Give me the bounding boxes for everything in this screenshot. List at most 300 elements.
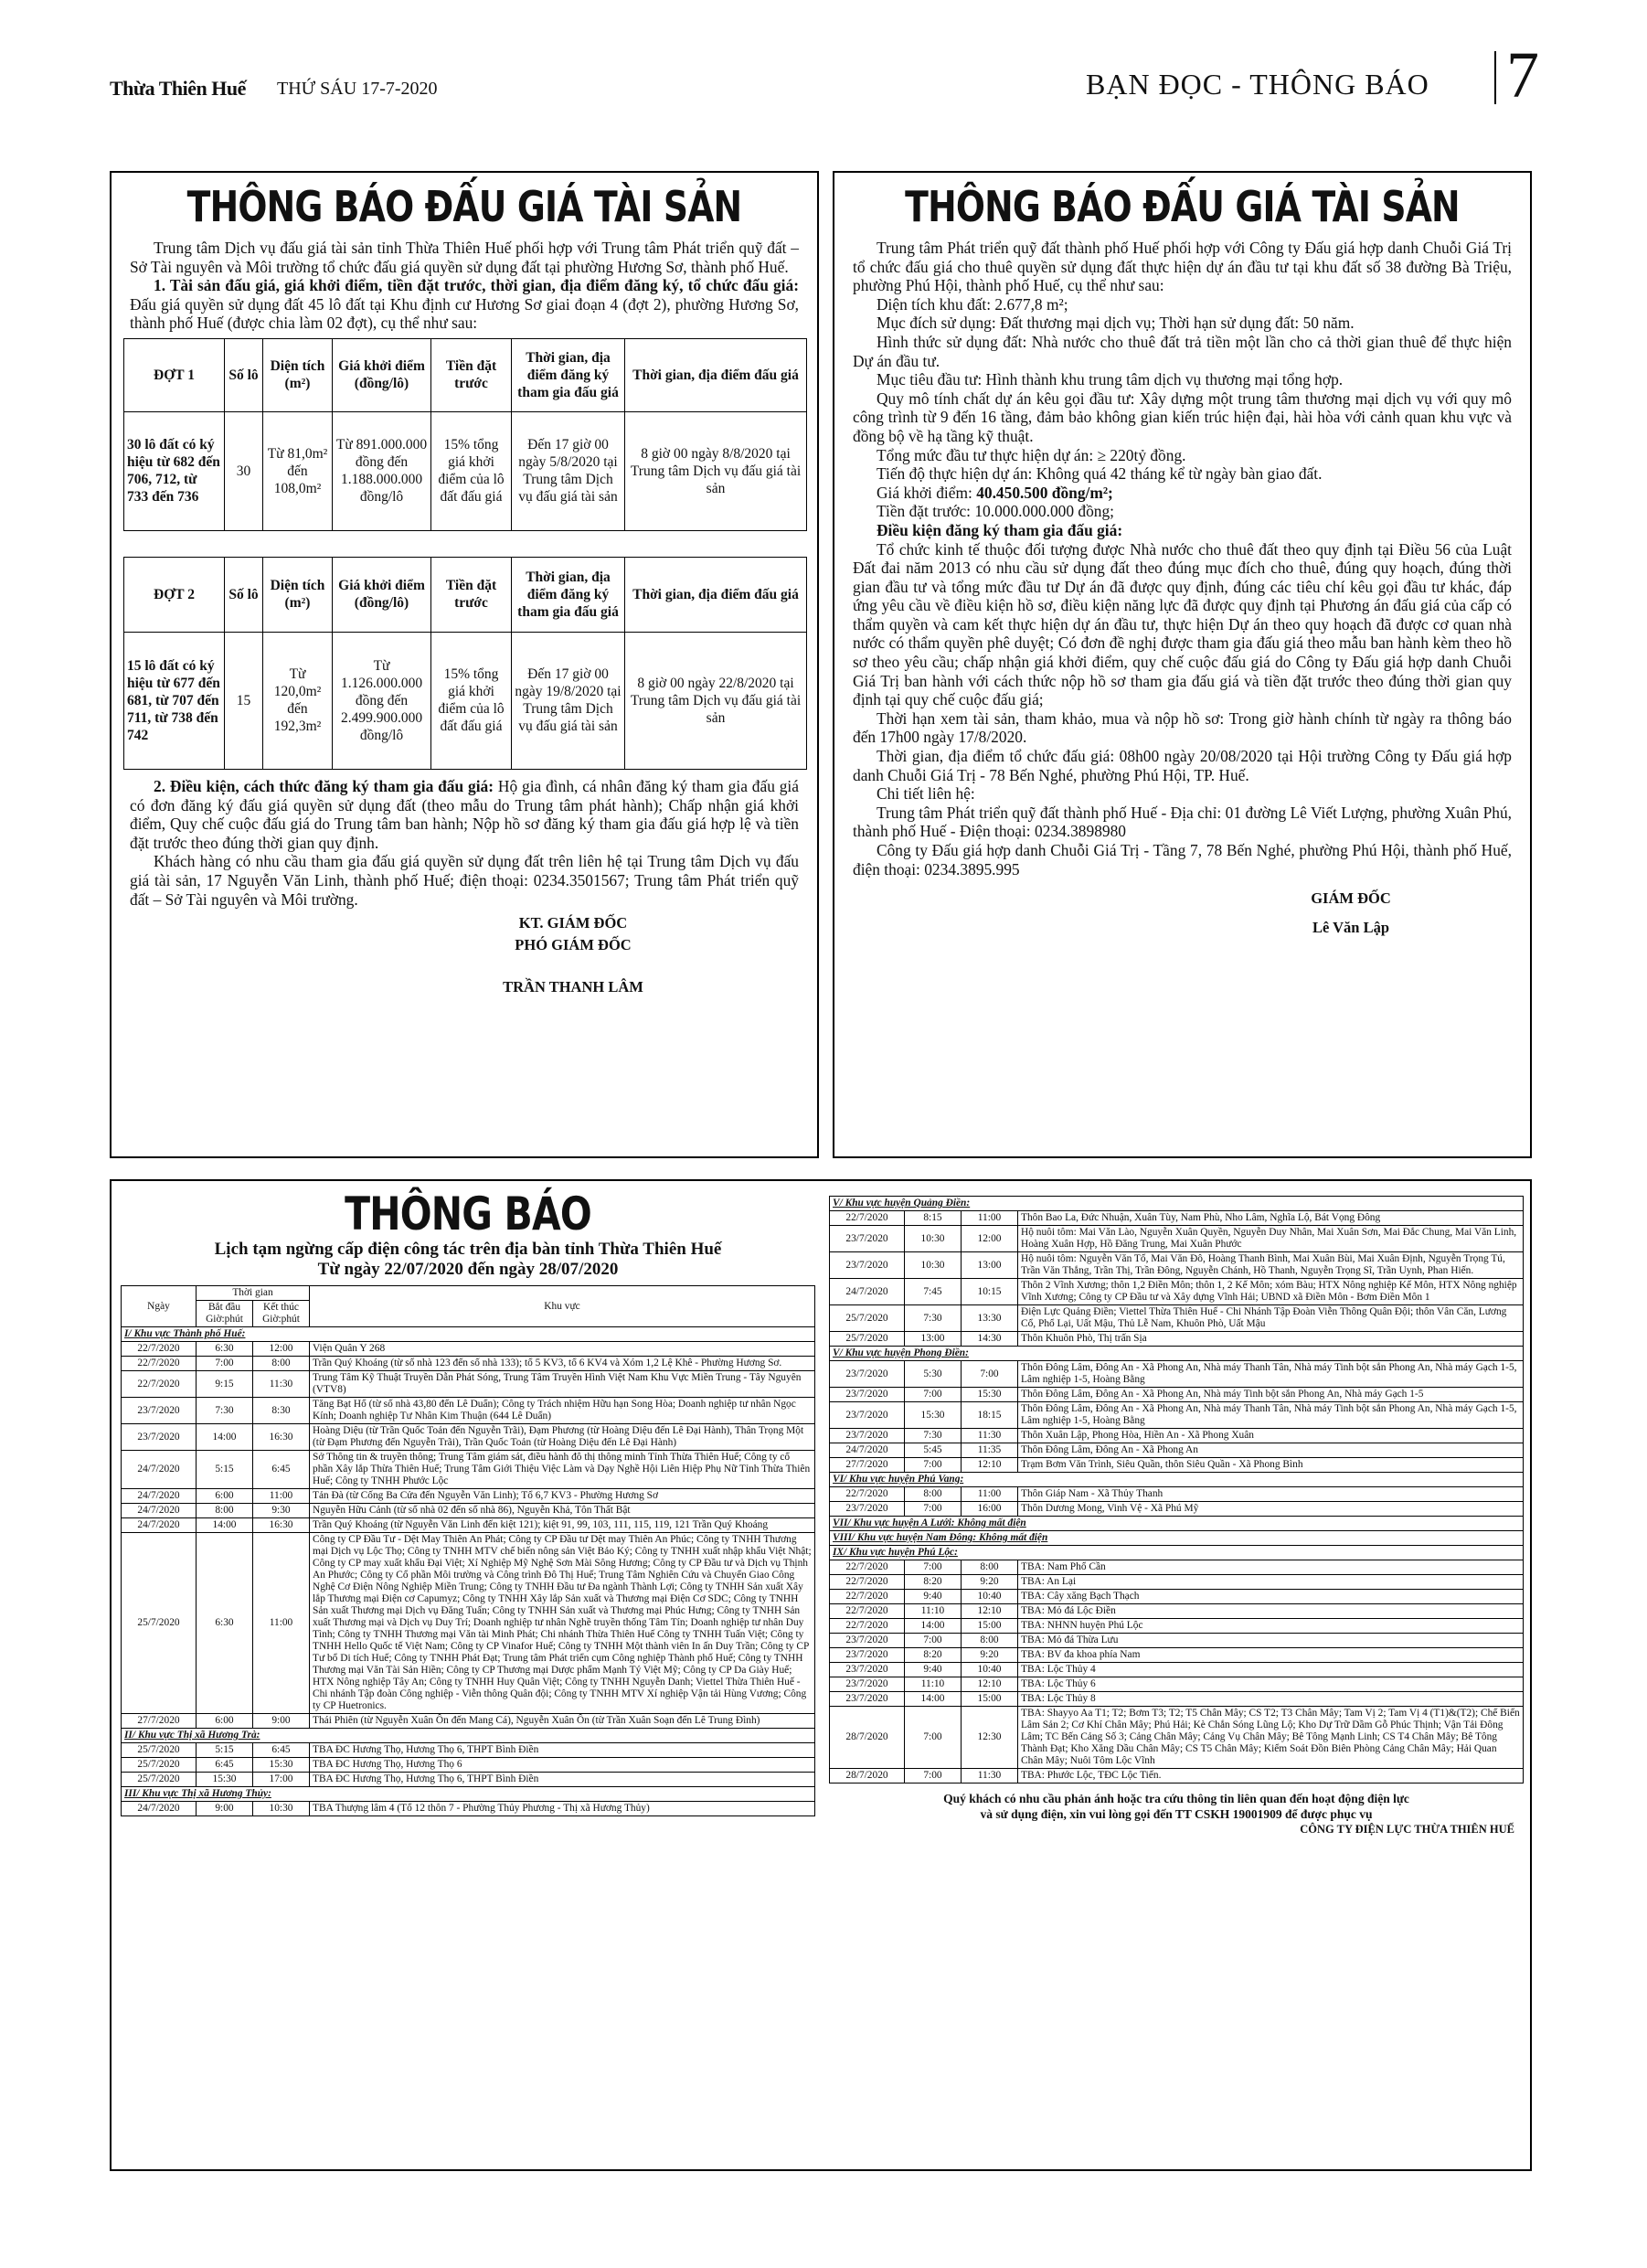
cell-start: 14:00 — [197, 1424, 253, 1451]
cell-end: 18:15 — [962, 1402, 1018, 1429]
cell-date: 25/7/2020 — [122, 1533, 197, 1714]
publication-name: Thừa Thiên Huế — [110, 77, 246, 100]
cell-start: 8:20 — [905, 1575, 962, 1590]
cell-area: TBA ĐC Hương Thọ, Hương Thọ 6, THPT Bình Điền — [310, 1773, 815, 1787]
land-form: Hình thức sử dụng đất: Nhà nước cho thuê đất trả tiền một lần cho cả thời gian thuê để thực hiện Dự án đầu tư. — [853, 332, 1512, 370]
col-phase: ĐỢT 2 — [124, 557, 225, 632]
project-progress: Tiến độ thực hiện dự án: Không quá 42 tháng kể từ ngày bàn giao đất. — [877, 464, 1323, 484]
cell-date: 27/7/2020 — [830, 1458, 905, 1473]
cell-deposit: 15% tổng giá khởi điểm của lô đất đấu giá — [431, 411, 512, 530]
cell-end: 11:30 — [962, 1429, 1018, 1443]
project-scale: Quy mô tính chất dự án kêu gọi đầu tư: Xây dựng một trung tâm thương mại dịch vụ với quy mô công trình từ 9 đến 16 tầng, đảm bảo không gian kiến trúc hiện đại, hài hòa với cảnh quan khu vực và đồng bộ về hạ tầng kỹ thuật. — [853, 389, 1512, 445]
table-row — [830, 1332, 1524, 1347]
cell-date: 24/7/2020 — [122, 1451, 197, 1489]
signer-name: TRẦN THANH LÂM — [503, 978, 643, 996]
cell-date: 23/7/2020 — [830, 1663, 905, 1677]
page-number: 7 — [1506, 38, 1539, 112]
footer-line2: và sử dụng điện, xin vui lòng gọi đến TT CSKH 19001909 để được phục vụ — [980, 1807, 1373, 1821]
cell-end: 13:00 — [962, 1252, 1018, 1279]
cell-start: 9:40 — [905, 1590, 962, 1604]
cell-date: 22/7/2020 — [830, 1604, 905, 1619]
cell-date: 23/7/2020 — [830, 1361, 905, 1388]
start-price — [853, 484, 1512, 503]
cell-end: 12:00 — [253, 1342, 310, 1357]
footer-line1: Quý khách có nhu cầu phản ánh hoặc tra cứu thông tin liên quan đến hoạt động điện lực — [943, 1792, 1409, 1805]
cell-date: 24/7/2020 — [830, 1279, 905, 1305]
notice-title: THÔNG BÁO ĐẤU GIÁ TÀI SẢN — [186, 182, 742, 231]
table-row — [830, 1692, 1524, 1707]
cell-area: Điện Lực Quảng Điền; Viettel Thừa Thiên Huế - Chi Nhánh Tập Đoàn Viễn Thông Quân Đội; thôn Vân Căn, Lương Cổ, Phổ Lại, Uất Mậu, Thủ Lễ Nam, Khuôn Phò, Uất Mậu — [1018, 1305, 1524, 1332]
cell-area: Thôn Bao La, Đức Nhuận, Xuân Tùy, Nam Phù, Nho Lâm, Nghĩa Lộ, Bát Vọng Đông — [1018, 1211, 1524, 1226]
section1-text: Đấu giá quyền sử dụng đất 45 lô đất tại Khu định cư Hương Sơ giai đoạn 4 (đợt 2), phường Hương Sơ, thành phố Huế (được chia làm 02 đợt), cụ thể như sau: — [130, 294, 799, 333]
cell-start: 5:15 — [197, 1451, 253, 1489]
section-row — [830, 1546, 1524, 1560]
cell-area: Trạm Bơm Văn Trình, Siêu Quần, thôn Siêu Quần - Xã Phong Bình — [1018, 1458, 1524, 1473]
power-outage-notice — [110, 1179, 1532, 2171]
cell-deposit: 15% tổng giá khởi điểm của lô đất đấu giá — [431, 632, 512, 769]
page-header — [110, 38, 1539, 119]
cell-date: 27/7/2020 — [122, 1714, 197, 1729]
cell-start: 5:15 — [197, 1743, 253, 1758]
cell-date: 23/7/2020 — [830, 1226, 905, 1252]
col-time: Thời gian — [197, 1286, 310, 1301]
cell-end: 6:45 — [253, 1451, 310, 1489]
table-row — [830, 1388, 1524, 1402]
cell-end: 10:15 — [962, 1279, 1018, 1305]
contact-2: Công ty Đấu giá hợp danh Chuỗi Giá Trị - Tầng 7, 78 Bến Nghé, phường Phú Hội, thành phố Huế, điện thoại: 0234.3895.995 — [853, 841, 1512, 878]
cell-end: 11:00 — [253, 1489, 310, 1504]
cell-date: 23/7/2020 — [122, 1398, 197, 1424]
investment-goal: Mục tiêu đầu tư: Hình thành khu trung tâm dịch vụ thương mại tổng hợp. — [877, 370, 1344, 389]
cell-start: 10:30 — [905, 1252, 962, 1279]
section-heading: II/ Khu vực Thị xã Hương Trà: — [122, 1729, 815, 1743]
contact-1: Trung tâm Phát triển quỹ đất thành phố Huế - Địa chỉ: 01 đường Lê Viết Lượng, phường Xuân Phú, thành phố Huế - Điện thoại: 0234.3898980 — [853, 803, 1512, 841]
cell-start: 6:30 — [197, 1533, 253, 1714]
section2-text: Hộ gia đình, cá nhân đăng ký tham gia đấu giá có đơn đăng ký đấu giá quyền sử dụng đất (theo mẫu do Trung tâm phát hành); Chấp nhận giá khởi điểm, Quy chế cuộc đấu giá do Trung tâm ban hành; Nộp hồ sơ đăng ký tham gia đấu giá hợp lệ và tiền đặt trước theo đúng thời gian quy định. — [130, 776, 799, 852]
table-row — [122, 1451, 815, 1489]
cell-area: TBA: Phước Lộc, TĐC Lộc Tiến. — [1018, 1769, 1524, 1784]
cell-date: 22/7/2020 — [122, 1371, 197, 1398]
section-heading: III/ Khu vực Thị xã Hương Thủy: — [122, 1787, 815, 1802]
cell-area: Từ 81,0m² đến 108,0m² — [263, 411, 333, 530]
table-row — [830, 1560, 1524, 1575]
table-row — [830, 1252, 1524, 1279]
cell-start: 7:00 — [905, 1707, 962, 1769]
col-area: Diện tích (m²) — [263, 557, 333, 632]
cell-start: 14:00 — [905, 1619, 962, 1634]
cell-date: 25/7/2020 — [830, 1332, 905, 1347]
cell-end: 17:00 — [253, 1773, 310, 1787]
table-row — [830, 1211, 1524, 1226]
section-row — [122, 1327, 815, 1342]
cell-end: 12:10 — [962, 1604, 1018, 1619]
table-row — [122, 1398, 815, 1424]
cell-end: 12:30 — [962, 1707, 1018, 1769]
auction-time: Thời gian, địa điểm tổ chức đấu giá: 08h00 ngày 20/08/2020 tại Hội trường Công ty Đấu giá hợp danh Chuỗi Giá Trị - 78 Bến Nghé, phường Phú Hội, TP. Huế. — [853, 747, 1512, 784]
cell-date: 23/7/2020 — [830, 1252, 905, 1279]
cell-start: 7:45 — [905, 1279, 962, 1305]
cell-start: 7:00 — [905, 1502, 962, 1517]
table-row — [830, 1429, 1524, 1443]
section-row — [830, 1197, 1524, 1211]
cell-area: Công ty CP Đầu Tư - Dệt May Thiên An Phát; Công ty CP Đầu tư Dệt may Thiên An Phúc; Công ty TNHH Thương mại Dịch vụ Lộc Thọ; Công ty TNHH MTV chế biến nông sản Việt Bảo Ký; Công ty TNHH xuất nhập khẩu Việt Nhật; Công ty CP may xuất khẩu Đại Việt; Xí Nghiệp Mỹ Nghệ Sơn Mài Sông Hương; Công ty CP Đầu tư và Dịch vụ Thịnh An Phước; Công ty Cổ phần Môi trường và Công trình Đô Thị Huế; Trung Tâm Nghiên Cứu và Chuyển Giao Công Nghệ Cơ Điện Nông Nghiệp Miền Trung; Công ty TNHH Đầu tư Đa ngành Thành Lợi; Công ty TNHH Sản xuất Xây lắp Thương mại Điện cơ Capumyz; Công ty TNHH Xây lắp Sản xuất và Thương mại Điện Cơ SDC; Công ty TNHH Sản xuất Thương mại Dịch vụ Đăng Tuấn; Công ty TNHH Sản xuất và Thương mại Phúc Hưng; Công ty TNHH Sản xuất Thương mại và Dịch vụ Duy Trí; Doanh nghiệp tư nhân Nghề truyền thống Tâm Tín; Doanh nghiệp tư nhân Duy Tình; Công ty TNHH Thương mại Văn tài Minh Phát; Chi nhánh Thừa Thiên Huế Công ty TNHH Tuấn Việt; Công ty TNHH Hello Quốc tế Việt Nam; Công ty CP Vinafor Huế; Công ty TNHH Một thành viên In ấn Duy Trần; Công ty CP Tư bổ Di tích Huế; Công ty TNHH Phát Đạt; Trung tâm Phát triển cụm Công nghiệp Thành phố Huế; Công ty TNHH Thương mại Văn Tài Sản Hiền; Công ty CP Thương mại Dược phẩm Mạnh Tý Việt Mỹ; Công ty CP Da Giày Huế; HTX Nông nghiệp Tây An; Công ty TNHH Huy Quân Việt; Công ty TNHH Nguyễn Danh; Viettel Thừa Thiên Huế - Chi nhánh Tập đoàn Công nghiệp - Viễn thông Quân đội; Công ty TNHH MTV Xí nghiệp Vận tải Hùng Vương; Công ty CP Huetronics. — [310, 1533, 815, 1714]
col-start-price: Giá khởi điểm (đồng/lô) — [333, 338, 431, 411]
table-row — [830, 1226, 1524, 1252]
land-purpose: Mục đích sử dụng: Đất thương mại dịch vụ; Thời hạn sử dụng đất: 50 năm. — [877, 314, 1355, 333]
section1-heading: 1. Tài sản đấu giá, giá khởi điểm, tiền đặt trước, thời gian, địa điểm đăng ký, tổ chức đấu giá: — [154, 276, 799, 295]
cell-start: 6:00 — [197, 1714, 253, 1729]
cell-auction-time: 8 giờ 00 ngày 22/8/2020 tại Trung tâm Dịch vụ đấu giá tài sản — [625, 632, 807, 769]
cell-start: 13:00 — [905, 1332, 962, 1347]
notice-date-range: Từ ngày 22/07/2020 đến ngày 28/07/2020 — [317, 1260, 619, 1279]
cell-start: 8:20 — [905, 1648, 962, 1663]
cell-end: 11:00 — [962, 1487, 1018, 1502]
table-row — [122, 1489, 815, 1504]
cell-date: 22/7/2020 — [122, 1342, 197, 1357]
cell-date: 22/7/2020 — [830, 1575, 905, 1590]
cell-area: Thôn Đông Lâm, Đông An - Xã Phong An, Nhà máy Tinh bột sắn Phong An, Nhà máy Gạch 1-5 — [1018, 1388, 1524, 1402]
cell-date: 24/7/2020 — [122, 1518, 197, 1533]
table-row — [122, 1758, 815, 1773]
cell-area: Hộ nuôi tôm: Mai Văn Lào, Nguyễn Xuân Quyền, Nguyễn Duy Nhân, Mai Xuân Sơn, Mai Đắc Chung, Mai Văn Linh, Hoàng Xuân Hợp, Hồ Đăng Trung, Mai Xuân Phước — [1018, 1226, 1524, 1252]
table-row — [830, 1677, 1524, 1692]
col-auction-time: Thời gian, địa điểm đấu giá — [625, 557, 807, 632]
section-heading: VIII/ Khu vực huyện Nam Đông: Không mất điện — [830, 1531, 1524, 1546]
cell-date: 22/7/2020 — [122, 1357, 197, 1371]
cell-area: Trung Tâm Kỹ Thuật Truyền Dẫn Phát Sóng, Trung Tâm Truyền Hình Việt Nam Khu Vực Miền Trung - Tây Nguyên (VTV8) — [310, 1371, 815, 1398]
cell-start: 10:30 — [905, 1226, 962, 1252]
section1 — [121, 276, 808, 333]
section-heading: V/ Khu vực huyện Quảng Điền: — [830, 1197, 1524, 1211]
cell-area: Tăng Bạt Hổ (từ số nhà 43,80 đến Lê Duẩn); Công ty Trách nhiệm Hữu hạn Song Hòa; Doanh nghiệp tư nhân Ngọc Kính; Doanh nghiệp Tư Nhân Kim Thuận (644 Lê Duẩn) — [310, 1398, 815, 1424]
table-row — [830, 1361, 1524, 1388]
cell-date: 25/7/2020 — [122, 1758, 197, 1773]
cell-area: TBA ĐC Hương Thọ, Hương Thọ 6, THPT Bình Điền — [310, 1743, 815, 1758]
cell-end: 9:30 — [253, 1504, 310, 1518]
cell-start: 5:45 — [905, 1443, 962, 1458]
cell-end: 12:10 — [962, 1458, 1018, 1473]
table-row — [830, 1402, 1524, 1429]
cell-date: 23/7/2020 — [830, 1502, 905, 1517]
table-row — [830, 1487, 1524, 1502]
auction-notice-huong-so — [110, 171, 819, 1158]
cell-area: Sở Thông tin & truyền thông; Trung Tâm giám sát, điều hành đô thị thông minh Tỉnh Thừa Thiên Huế; Công ty cổ phần Xây lắp Thừa Thiên Huế; Trung Tâm Giới Thiệu Việc Làm và Dạy Nghề Hội Liên Hiệp Phụ Nữ Tỉnh Thừa Thiên Huế; Công ty TNHH Phước Lộc — [310, 1451, 815, 1489]
cell-start: 15:30 — [197, 1773, 253, 1787]
table-row — [122, 1357, 815, 1371]
cell-date: 24/7/2020 — [122, 1489, 197, 1504]
cell-date: 22/7/2020 — [830, 1487, 905, 1502]
cell-start: 7:00 — [197, 1357, 253, 1371]
col-start: Bắt đầu Giờ:phút — [197, 1301, 253, 1327]
table-row — [830, 1279, 1524, 1305]
cell-area: Thôn Đông Lâm, Đông An - Xã Phong An, Nhà máy Thanh Tân, Nhà máy Tinh bột sắn Phong An, Nhà máy Gạch 1-5, Lâm nghiệp 1-5, Hoàng Bằng — [1018, 1361, 1524, 1388]
sign-title: GIÁM ĐỐC — [1311, 889, 1391, 908]
table-row — [830, 1575, 1524, 1590]
cell-date: 23/7/2020 — [830, 1634, 905, 1648]
auction-table-phase1 — [123, 338, 807, 531]
cell-area: Trần Quý Khoáng (từ số nhà 123 đến số nhà 133); tổ 5 KV3, tổ 6 KV4 và Xóm 1,2 Lệ Khê - Phường Hương Sơ. — [310, 1357, 815, 1371]
cell-area: Thôn Khuôn Phò, Thị trấn Sịa — [1018, 1332, 1524, 1347]
cell-area: TBA ĐC Hương Thọ, Hương Thọ 6 — [310, 1758, 815, 1773]
cell-end: 15:30 — [253, 1758, 310, 1773]
table-row — [830, 1502, 1524, 1517]
cell-start: 15:30 — [905, 1402, 962, 1429]
cell-start: 5:30 — [905, 1361, 962, 1388]
cell-lot-count: 15 — [225, 632, 263, 769]
header-divider — [1494, 51, 1496, 104]
cell-start: 8:00 — [905, 1487, 962, 1502]
cell-start: 9:00 — [197, 1802, 253, 1816]
contact-info: Khách hàng có nhu cầu tham gia đấu giá quyền sử dụng đất trên liên hệ tại Trung tâm Dịch vụ đấu giá tài sản, 17 Nguyễn Văn Linh, thành phố Huế; điện thoại: 0234.3501567; Trung tâm Phát triển quỹ đất – Sở Tài nguyên và Môi trường. — [130, 852, 799, 909]
cell-end: 7:00 — [962, 1361, 1018, 1388]
cell-end: 15:30 — [962, 1388, 1018, 1402]
col-end: Kết thúc Giờ:phút — [253, 1301, 310, 1327]
cell-end: 12:00 — [962, 1226, 1018, 1252]
cell-date: 23/7/2020 — [830, 1692, 905, 1707]
section-row — [830, 1473, 1524, 1487]
cell-end: 15:00 — [962, 1692, 1018, 1707]
cell-area: TBA: Mỏ đá Lộc Điền — [1018, 1604, 1524, 1619]
col-lots: Số lô — [225, 557, 263, 632]
footer-org: CÔNG TY ĐIỆN LỰC THỪA THIÊN HUẾ — [1300, 1823, 1514, 1836]
section-heading: VII/ Khu vực huyện A Lưới: Không mất điện — [830, 1517, 1524, 1531]
col-phase: ĐỢT 1 — [124, 338, 225, 411]
table-row — [830, 1443, 1524, 1458]
cell-start: 9:40 — [905, 1663, 962, 1677]
cell-date: 25/7/2020 — [122, 1773, 197, 1787]
cell-end: 11:30 — [253, 1371, 310, 1398]
table-row — [122, 1424, 815, 1451]
cell-date: 23/7/2020 — [830, 1429, 905, 1443]
cell-area: Tản Đà (từ Cống Ba Cửa đến Nguyễn Văn Linh); Tổ 6,7 KV3 - Phường Hương Sơ — [310, 1489, 815, 1504]
cell-lots-desc: 15 lô đất có ký hiệu từ 677 đến 681, từ 707 đến 711, từ 738 đến 742 — [124, 632, 225, 769]
cell-end: 9:00 — [253, 1714, 310, 1729]
cell-end: 8:00 — [253, 1357, 310, 1371]
cell-start: 11:10 — [905, 1604, 962, 1619]
cell-area: TBA Thượng lâm 4 (Tổ 12 thôn 7 - Phường Thủy Phương - Thị xã Hương Thủy) — [310, 1802, 815, 1816]
cell-area: TBA: Nam Phổ Cần — [1018, 1560, 1524, 1575]
cell-area: TBA: Lộc Thủy 6 — [1018, 1677, 1524, 1692]
cell-end: 13:30 — [962, 1305, 1018, 1332]
cell-date: 22/7/2020 — [830, 1590, 905, 1604]
cell-area: Hộ nuôi tôm: Nguyễn Văn Tố, Mai Văn Đô, Hoàng Thanh Bình, Mai Xuân Bùi, Mai Xuân Định, Nguyễn Trọng Tú, Trần Văn Thắng, Trần Thị, Trần Đông, Nguyễn Chánh, Hồ Thanh, Nguyễn Trọng Sĩ, Trần Uynh, Phan Hiến. — [1018, 1252, 1524, 1279]
cell-end: 8:00 — [962, 1560, 1018, 1575]
cell-start: 7:00 — [905, 1634, 962, 1648]
start-price-label: Giá khởi điểm: — [877, 483, 977, 502]
cell-start: 7:00 — [905, 1769, 962, 1784]
cell-start: 7:30 — [905, 1429, 962, 1443]
section2-heading: 2. Điều kiện, cách thức đăng ký tham gia đấu giá: — [154, 776, 494, 795]
cell-date: 22/7/2020 — [830, 1560, 905, 1575]
signer-name: Lê Văn Lập — [1312, 919, 1390, 937]
section-row — [122, 1729, 815, 1743]
col-area: Diện tích (m²) — [263, 338, 333, 411]
cell-area: Thôn Đông Lâm, Đông An - Xã Phong An, Nhà máy Thanh Tân, Nhà máy Tinh bột sắn Phong An, Nhà máy Gạch 1-5, Lâm nghiệp 1-5, Hoàng Bằng — [1018, 1402, 1524, 1429]
cell-date: 24/7/2020 — [122, 1504, 197, 1518]
section-heading: VI/ Khu vực huyện Phú Vang: — [830, 1473, 1524, 1487]
cell-date: 22/7/2020 — [830, 1619, 905, 1634]
cell-area: TBA: NHNN huyện Phú Lộc — [1018, 1619, 1524, 1634]
cell-start: 7:30 — [905, 1305, 962, 1332]
section-row — [830, 1517, 1524, 1531]
cell-start: 8:00 — [197, 1504, 253, 1518]
cell-register: Đến 17 giờ 00 ngày 5/8/2020 tại Trung tâm Dịch vụ đấu giá tài sản — [512, 411, 625, 530]
table-row — [122, 1533, 815, 1714]
col-date: Ngày — [122, 1286, 197, 1327]
col-auction-time: Thời gian, địa điểm đấu giá — [625, 338, 807, 411]
cell-end: 11:30 — [962, 1769, 1018, 1784]
table-row — [830, 1648, 1524, 1663]
cell-lots-desc: 30 lô đất có ký hiệu từ 682 đến 706, 712, từ 733 đến 736 — [124, 411, 225, 530]
table-row — [122, 1504, 815, 1518]
table-row — [122, 1714, 815, 1729]
table-row — [830, 1590, 1524, 1604]
cell-start: 14:00 — [905, 1692, 962, 1707]
section-heading: I/ Khu vực Thành phố Huế: — [122, 1327, 815, 1342]
cell-date: 23/7/2020 — [830, 1677, 905, 1692]
cell-end: 11:00 — [962, 1211, 1018, 1226]
cell-area: Thôn Xuân Lập, Phong Hòa, Hiền An - Xã Phong Xuân — [1018, 1429, 1524, 1443]
section2 — [121, 777, 808, 852]
section-title: BẠN ĐỌC - THÔNG BÁO — [1086, 68, 1429, 101]
cell-area: Thôn Đông Lâm, Đông An - Xã Phong An — [1018, 1443, 1524, 1458]
cell-end: 9:20 — [962, 1575, 1018, 1590]
contact-heading: Chi tiết liên hệ: — [877, 784, 975, 804]
section-heading: V/ Khu vực huyện Phong Điền: — [830, 1347, 1524, 1361]
cell-area: TBA: Mỏ đá Thừa Lưu — [1018, 1634, 1524, 1648]
table-row — [830, 1663, 1524, 1677]
cell-area: Viện Quân Y 268 — [310, 1342, 815, 1357]
col-start-price: Giá khởi điểm (đồng/lô) — [333, 557, 431, 632]
view-time: Thời hạn xem tài sản, tham khảo, mua và nộp hồ sơ: Trong giờ hành chính từ ngày ra thông báo đến 17h00 ngày 17/8/2020. — [853, 708, 1512, 747]
cell-date: 24/7/2020 — [830, 1443, 905, 1458]
cell-date: 24/7/2020 — [122, 1802, 197, 1816]
table-row — [830, 1769, 1524, 1784]
notice-intro: Trung tâm Phát triển quỹ đất thành phố Huế phối hợp với Công ty Đấu giá hợp danh Chuỗi Giá Trị tổ chức đấu giá cho thuê quyền sử dụng đất thực hiện dự án đầu tư tại khu đất số 38 đường Bà Triệu, phường Phú Hội, thành phố Huế, cụ thể như sau: — [853, 239, 1512, 295]
cell-area: TBA: Cây xăng Bạch Thạch — [1018, 1590, 1524, 1604]
outage-table-right — [829, 1196, 1524, 1784]
cell-area: Trần Quý Khoáng (từ Nguyễn Văn Linh đến kiệt 121); kiệt 91, 99, 103, 111, 115, 119, 121 Trần Quý Khoáng — [310, 1518, 815, 1533]
cell-start: 9:15 — [197, 1371, 253, 1398]
conditions-heading: Điều kiện đăng ký tham gia đấu giá: — [877, 520, 1123, 539]
conditions-text: Tổ chức kinh tế thuộc đối tượng được Nhà nước cho thuê đất theo quy định tại Điều 56 của Luật Đất đai năm 2013 có nhu cầu sử dụng đất theo đúng mục đích cho thuê, đúng quy hoạch, đúng thời gian đầu tư và tổng mức đầu tư Dự án đã được quy định, đúng các tiêu chí kêu gọi đầu tư khác, đáp ứng yêu cầu về điều kiện hồ sơ, điều kiện năng lực đã được quy định tại Phương án đấu giá của cấp có thẩm quyền và cam kết thực hiện dự án đầu tư, thực hiện Dự án theo quy hoạch đã được cơ quan nhà nước có thẩm quyền phê duyệt; Có đơn đề nghị được tham gia đấu giá theo mẫu ban hành kèm theo hồ sơ theo yêu cầu; chấp nhận giá khởi điểm, quy chế cuộc đấu giá do Công ty Đấu giá hợp danh Chuỗi Giá Trị ban hành với cách thức nộp hồ sơ tham gia đấu giá và tiền đặt trước theo đúng thời gian quy định tại quy chế cuộc đấu giá; — [853, 539, 1512, 709]
notice-title: THÔNG BÁO — [345, 1187, 591, 1240]
table-row — [122, 1802, 815, 1816]
table-row — [830, 1458, 1524, 1473]
cell-start: 7:00 — [905, 1458, 962, 1473]
cell-area: Hoàng Diệu (từ Trần Quốc Toản đến Nguyễn Trãi), Đạm Phương (từ Hoàng Diệu đến Lê Đại Hành), Thân Trọng Một (từ Đạm Phương đến Nguyễn Trãi), Trần Quốc Toản (từ Hoàng Diệu đến Lê Đại Hành) — [310, 1424, 815, 1451]
cell-date: 23/7/2020 — [830, 1388, 905, 1402]
cell-register: Đến 17 giờ 00 ngày 19/8/2020 tại Trung tâm Dịch vụ đấu giá tài sản — [512, 632, 625, 769]
table-row — [122, 1773, 815, 1787]
col-register: Thời gian, địa điểm đăng ký tham gia đấu giá — [512, 557, 625, 632]
cell-date: 28/7/2020 — [830, 1769, 905, 1784]
cell-area: Thôn Dương Mong, Vinh Vệ - Xã Phú Mỹ — [1018, 1502, 1524, 1517]
cell-area: Nguyễn Hữu Cảnh (từ số nhà 02 đến số nhà 86), Nguyễn Khả, Tôn Thất Bật — [310, 1504, 815, 1518]
auction-notice-ba-trieu — [833, 171, 1532, 1158]
cell-area: TBA: Lộc Thủy 4 — [1018, 1663, 1524, 1677]
cell-start-price: Từ 891.000.000 đồng đến 1.188.000.000 đồng/lô — [333, 411, 431, 530]
cell-end: 16:00 — [962, 1502, 1018, 1517]
cell-end: 10:40 — [962, 1590, 1018, 1604]
cell-end: 16:30 — [253, 1518, 310, 1533]
section-row — [122, 1787, 815, 1802]
col-area: Khu vực — [310, 1286, 815, 1327]
cell-end: 10:30 — [253, 1802, 310, 1816]
notice-intro: Trung tâm Dịch vụ đấu giá tài sản tỉnh Thừa Thiên Huế phối hợp với Trung tâm Phát triển quỹ đất – Sở Tài nguyên và Môi trường tổ chức đấu giá quyền sử dụng đất tại phường Hương Sơ, thành phố Huế. — [130, 239, 799, 276]
table-row — [830, 1619, 1524, 1634]
outage-table-left — [121, 1285, 815, 1816]
cell-start: 7:30 — [197, 1398, 253, 1424]
cell-end: 15:00 — [962, 1619, 1018, 1634]
cell-date: 25/7/2020 — [830, 1305, 905, 1332]
cell-start: 6:00 — [197, 1489, 253, 1504]
cell-start: 6:45 — [197, 1758, 253, 1773]
notice-subtitle: Lịch tạm ngừng cấp điện công tác trên địa bàn tỉnh Thừa Thiên Huế — [214, 1240, 722, 1259]
sign-line1: KT. GIÁM ĐỐC — [518, 914, 628, 932]
cell-end: 9:20 — [962, 1648, 1018, 1663]
deposit: Tiền đặt trước: 10.000.000.000 đồng; — [877, 502, 1114, 521]
cell-date: 22/7/2020 — [830, 1211, 905, 1226]
cell-area: Thái Phiên (từ Nguyễn Xuân Ôn đến Mang Cá), Nguyễn Xuân Ôn (từ Trần Xuân Soạn đến Lê Trung Đình) — [310, 1714, 815, 1729]
cell-start: 7:00 — [905, 1388, 962, 1402]
table-row — [830, 1604, 1524, 1619]
col-deposit: Tiền đặt trước — [431, 338, 512, 411]
cell-end: 14:30 — [962, 1332, 1018, 1347]
cell-auction-time: 8 giờ 00 ngày 8/8/2020 tại Trung tâm Dịch vụ đấu giá tài sản — [625, 411, 807, 530]
cell-end: 8:30 — [253, 1398, 310, 1424]
cell-start: 6:30 — [197, 1342, 253, 1357]
section-row — [830, 1531, 1524, 1546]
cell-area: Thôn 2 Vĩnh Xương; thôn 1,2 Điền Môn; thôn 1, 2 Kế Môn; xóm Bàu; HTX Nông nghiệp Kế Môn, HTX Nông nghiệp Vĩnh Xương; Công ty CP Đầu tư và Xây dựng Vĩnh Hải; UBND xã Điền Môn - Bơm Điền Môn 1 — [1018, 1279, 1524, 1305]
cell-area: TBA: BV đa khoa phía Nam — [1018, 1648, 1524, 1663]
cell-end: 11:00 — [253, 1533, 310, 1714]
table-row — [830, 1707, 1524, 1769]
land-area: Diện tích khu đất: 2.677,8 m²; — [877, 294, 1068, 314]
table-row — [122, 1342, 815, 1357]
cell-start: 14:00 — [197, 1518, 253, 1533]
table-row — [122, 1518, 815, 1533]
cell-area: Từ 120,0m² đến 192,3m² — [263, 632, 333, 769]
cell-end: 16:30 — [253, 1424, 310, 1451]
col-register: Thời gian, địa điểm đăng ký tham gia đấu giá — [512, 338, 625, 411]
section-row — [830, 1347, 1524, 1361]
col-deposit: Tiền đặt trước — [431, 557, 512, 632]
table-row — [122, 1743, 815, 1758]
cell-lot-count: 30 — [225, 411, 263, 530]
cell-date: 28/7/2020 — [830, 1707, 905, 1769]
total-capital: Tổng mức đầu tư thực hiện dự án: ≥ 220tỷ đồng. — [877, 445, 1186, 464]
section-heading: IX/ Khu vực huyện Phú Lộc: — [830, 1546, 1524, 1560]
cell-end: 8:00 — [962, 1634, 1018, 1648]
cell-date: 23/7/2020 — [830, 1648, 905, 1663]
notice-title: THÔNG BÁO ĐẤU GIÁ TÀI SẢN — [905, 182, 1460, 231]
cell-start: 8:15 — [905, 1211, 962, 1226]
cell-end: 12:10 — [962, 1677, 1018, 1692]
table-row — [830, 1634, 1524, 1648]
issue-date: THỨ SÁU 17-7-2020 — [277, 79, 438, 99]
col-lots: Số lô — [225, 338, 263, 411]
cell-date: 25/7/2020 — [122, 1743, 197, 1758]
cell-start: 11:10 — [905, 1677, 962, 1692]
table-row — [122, 1371, 815, 1398]
cell-area: TBA: Lộc Thủy 8 — [1018, 1692, 1524, 1707]
cell-area: TBA: Shayyo Aa T1; T2; Bơm T3; T2; T5 Chân Mây; CS T2; T3 Chân Mây; Tam Vị 2; Tam Vị 4 (T1)&(T2); Chế Biến Lâm Sản 2; Cơ Khí Chân Mây; Phú Hải; Kè Chắn Sóng Lũng Lộ; Kho Dự Trữ Dầm Gỗ Phúc Thịnh; Vận Tải Đông Lâm; TC Bến Cảng Số 3; Cảng Chân Mây; Cảng Vụ Chân Mây; Bê Tông Mạnh Linh; CS T4 Chân Mây; Bê Tông Thành Đạt; Kho Xăng Dầu Chân Mây; CS T5 Chân Mây; Kiểm Soát Đồn Biên Phòng Cảng Chân Mây; Hải Quan Chân Mây; Nuôi Tôm Lộc Vĩnh — [1018, 1707, 1524, 1769]
cell-end: 10:40 — [962, 1663, 1018, 1677]
cell-area: TBA: An Lại — [1018, 1575, 1524, 1590]
cell-area: Thôn Giáp Nam - Xã Thủy Thanh — [1018, 1487, 1524, 1502]
table-row — [830, 1305, 1524, 1332]
